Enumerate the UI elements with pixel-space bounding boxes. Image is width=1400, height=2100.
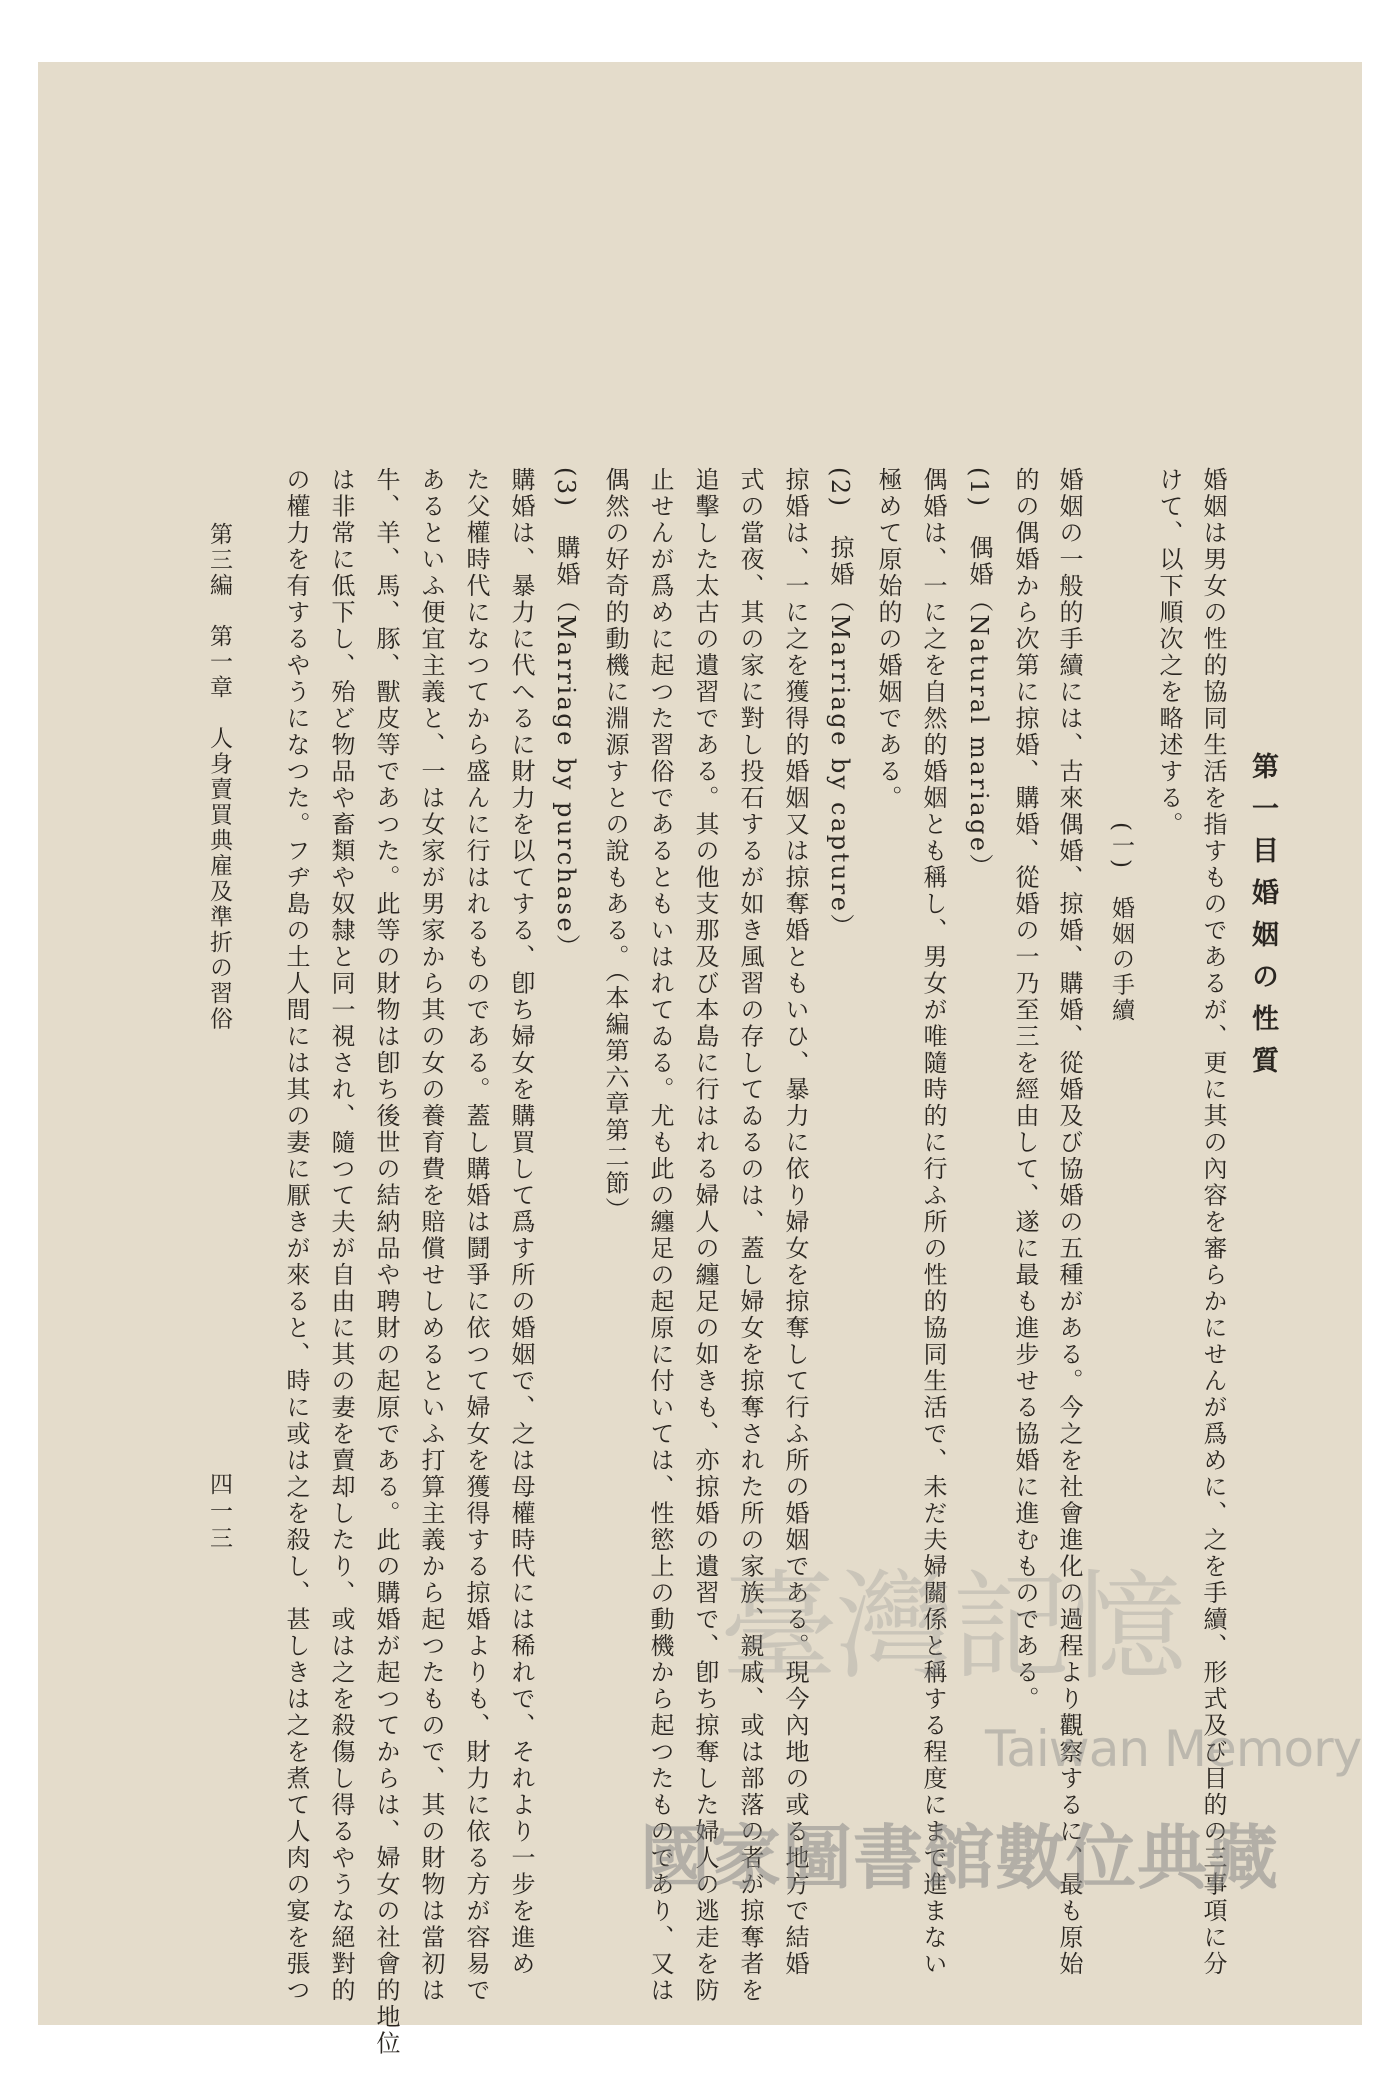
text-line: 式の當夜、其の家に對し投石するが如き風習の存してゐるのは、蓋し婦女を掠奪された所の家族、親戚、或は部落の者が掠奪者を (736, 467, 764, 2004)
text-line: (3) 購婚（Marriage by purchase） (552, 467, 580, 961)
text-line: 掠婚は、一に之を獲得的婚姻又は掠奪婚ともいひ、暴力に依り婦女を掠奪して行ふ所の婚姻である。現今內地の或る地方で結婚 (781, 467, 809, 1978)
running-head: 第三編 第一章 人身賣買典雇及準折の習俗 (206, 522, 232, 1032)
text-line: 追擊した太古の遺習である。其の他支那及び本島に行はれる婦人の纏足の如きも、亦掠婚の遺習で、卽ち掠奪した婦人の逃走を防 (691, 467, 719, 2004)
section-title: 第一目婚姻の性質 (1247, 752, 1278, 1088)
watermark-english: Taiwan Memory (985, 1720, 1362, 1778)
text-line: の權力を有するやうになつた。フヂ島の土人間には其の妻に厭きが來ると、時に或は之を殺し、甚しきは之を煮て人肉の宴を張つ (282, 467, 310, 2004)
text-line: 止せんが爲めに起つた習俗であるともいはれてゐる。尤も此の纏足の起原に付いては、性慾上の動機から起つたものであり、又は (646, 467, 674, 2004)
text-line: 購婚は、暴力に代へるに財力を以てする、卽ち婦女を購買して爲す所の婚姻で、之は母權時代には稀れで、それより一步を進め (507, 467, 535, 1978)
text-line: は非常に低下し、殆ど物品や畜類や奴隸と同一視され、隨つて夫が自由に其の妻を賣却したり、或は之を殺傷し得るやうな絕對的 (327, 467, 355, 2004)
subheading: (一) 婚姻の手續 (1108, 822, 1134, 1024)
text-line: けて、以下順次之を略述する。 (1155, 467, 1183, 838)
text-line: 偶然の好奇的動機に淵源すとの說もある。（本編第六章第二節） (601, 467, 629, 1224)
text-line: (1) 偶婚（Natural mariage） (965, 467, 993, 881)
text-line: 極めて原始的の婚姻である。 (874, 467, 902, 812)
text-line: た父權時代になつてから盛んに行はれるものである。蓋し購婚は鬪爭に依つて婦女を獲得する掠婚よりも、財力に依る方が容易で (462, 467, 490, 2004)
text-line: (2) 掠婚（Marriage by capture） (826, 467, 854, 940)
text-line: あるといふ便宜主義と、一は女家が男家から其の女の養育費を賠償せしめるといふ打算主義から起つたもので、其の財物は當初は (417, 467, 445, 2004)
text-line: 牛、羊、馬、豚、獸皮等であつた。此等の財物は卽ち後世の結納品や聘財の起原である。此の購婚が起つてからは、婦女の社會的地位 (372, 467, 400, 2057)
text-line: 婚姻は男女の性的協同生活を指すものであるが、更に其の內容を審らかにせんが爲めに、之を手續、形式及び目的の三事項に分 (1199, 467, 1227, 1978)
text-line: 的の偶婚から次第に掠婚、購婚、從婚の一乃至三を經由して、遂に最も進步せる協婚に進むものである。 (1011, 467, 1039, 1713)
text-line: 偶婚は、一に之を自然的婚姻とも稱し、男女が唯隨時的に行ふ所の性的協同生活で、未だ夫婦關係と稱する程度にまで進まない (919, 467, 947, 1978)
watermark-library: 國家圖書館數位典藏 (640, 1817, 1279, 1899)
page-number: 四一三 (206, 1472, 232, 1553)
text-line: 婚姻の一般的手續には、古來偶婚、掠婚、購婚、從婚及び協婚の五種がある。今之を社會進化の過程より觀察するに、最も原始 (1055, 467, 1083, 1978)
watermark-calligraphy: 臺灣記憶 (720, 1558, 1185, 1696)
